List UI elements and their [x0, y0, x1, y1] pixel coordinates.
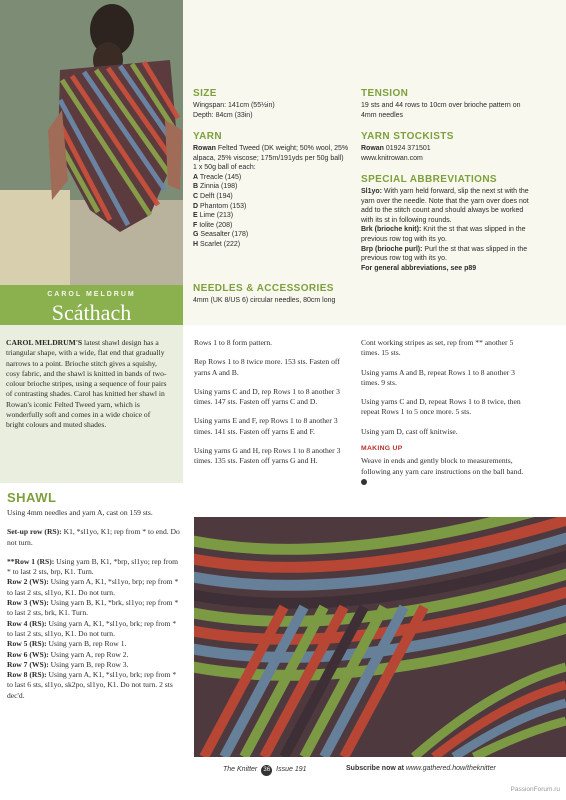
abbreviation-term: Brp (brioche purl):: [361, 245, 423, 253]
setup-row: [7, 527, 183, 548]
abbreviation-item: [361, 187, 531, 225]
color-name: Seasalter (178): [198, 231, 249, 239]
making-up-body: Weave in ends and gently block to measurements, following any yarn care instructions on the ball band.: [361, 456, 524, 476]
setup-def: K1, *sl1yo, K1; rep from * to end. Do not turn.: [7, 527, 180, 547]
row-term: Row 3 (WS):: [7, 598, 49, 608]
end-mark-icon: [361, 479, 367, 485]
middle-paragraph: Rep Rows 1 to 8 twice more. 153 sts. Fasten off yarns A and B.: [194, 357, 340, 377]
row-def: Using yarn B, K1, *brp, sl1yo; rep from * to last 2 sts, brp, K1. Turn.: [7, 556, 179, 577]
row-def: Using yarn A, K1, *sl1yo, brp; rep from * to last 2 sts, sl1yo, K1. Do not turn.: [7, 577, 179, 597]
needles-text: 4mm (UK 8/US 6) circular needles, 80cm long: [193, 297, 336, 304]
yarn-color-item: [193, 173, 353, 183]
row-term: Row 8 (RS):: [7, 670, 47, 680]
abbreviation-def: Purl the st that was slipped in the previous row tog with its yo.: [361, 245, 528, 263]
size-section: [193, 88, 353, 120]
color-key: D: [193, 202, 199, 210]
needles-section: [193, 283, 363, 306]
knitting-stripes-illustration: [194, 517, 566, 757]
row-term: Row 5 (RS):: [7, 639, 47, 649]
color-key: A: [193, 173, 199, 181]
knitting-closeup-photo: [194, 517, 566, 757]
intro-text: latest shawl design has a triangular shape, with a wide, flat end that gradually narrows to a point. Brioche stitch gives a squishy, cosy fabric, and the shawl is knitted in bands of two-colour brioche stripes, using a sequence of four pairs of contrasting shades. Carol has knitted her shawl in Rowan's iconic Felted Tweed yarn, which is wonderfully soft and comes in a wide choice of bright colours and muted shades.: [6, 338, 167, 430]
stockists-heading: YARN STOCKISTS: [361, 131, 454, 142]
right-paragraph: Using yarn D, cast off knitwise.: [361, 426, 458, 436]
general-abbreviations-note: For general abbreviations, see p89: [361, 264, 477, 272]
yarn-color-item: [193, 221, 353, 231]
row-item: [7, 598, 183, 619]
setup-term: Set-up row (RS):: [7, 527, 62, 537]
row-term: Row 4 (RS):: [7, 618, 47, 628]
color-key: H: [193, 240, 199, 248]
row-item: [7, 557, 183, 578]
color-key: C: [193, 192, 199, 200]
color-name: Treacle (145): [198, 173, 242, 181]
yarn-color-item: [193, 211, 353, 221]
magazine-name: The Knitter: [223, 766, 258, 773]
yarn-brand: Rowan: [193, 145, 216, 152]
right-paragraph: Cont working stripes as set, rep from ** another 5 times. 15 sts.: [361, 338, 514, 358]
tension-section: [361, 88, 531, 120]
middle-paragraph: Using yarns E and F, rep Rows 1 to 8 another 3 times. 141 sts. Fasten off yarns E and F.: [194, 416, 338, 436]
row-term: Row 6 (WS):: [7, 649, 49, 659]
right-paragraph: Using yarns C and D, repeat Rows 1 to 8 twice, then repeat Rows 1 to 5 once more. 5 sts.: [361, 397, 521, 417]
color-key: B: [193, 183, 199, 191]
yarn-color-item: [193, 182, 353, 192]
footer-magazine: [223, 765, 307, 776]
yarn-each-line: 1 x 50g ball of each:: [193, 164, 256, 172]
color-name: Iolite (208): [197, 221, 233, 229]
color-key: E: [193, 212, 198, 220]
yarn-desc-text: Felted Tweed (DK weight; 50% wool, 25% alpaca, 25% viscose; 175m/191yds per 50g ball): [193, 145, 349, 162]
row-term: **Row 1 (RS):: [7, 556, 55, 566]
color-name: Delft (194): [198, 192, 233, 200]
yarn-color-list: [193, 173, 353, 250]
abbreviation-def: With yarn held forward, slip the next st with the yarn over the needle. Note that the yarn over does not add to the stitch count and should always be worked with its st in following rounds.: [361, 188, 529, 224]
issue-number: Issue 191: [276, 766, 307, 773]
subscribe-link[interactable]: www.gathered.how/theknitter: [405, 765, 496, 772]
color-name: Scarlet (222): [198, 240, 241, 248]
intro-paragraph: [6, 338, 170, 431]
row-item: [7, 670, 183, 701]
row-term: Row 7 (WS):: [7, 659, 49, 669]
page-number: 36: [261, 765, 272, 776]
row-item: [7, 577, 183, 598]
cast-on-text: Using 4mm needles and yarn A, cast on 159 sts.: [7, 508, 153, 517]
model-photo: [0, 0, 183, 285]
row-item: [7, 650, 183, 660]
wingspan: Wingspan: 141cm (55½in): [193, 102, 275, 109]
row-def: Using yarn B, rep Row 1.: [46, 639, 127, 649]
abbreviation-term: Sl1yo:: [361, 188, 383, 195]
row-item: [7, 619, 183, 640]
row-def: Using yarn B, rep Row 3.: [48, 659, 129, 669]
subscribe-lead: Subscribe now at: [346, 765, 406, 772]
size-heading: SIZE: [193, 88, 217, 99]
yarn-color-item: [193, 240, 353, 250]
abbreviations-heading: SPECIAL ABBREVIATIONS: [361, 174, 498, 185]
row-def: Using yarn A, K1, *sl1yo, brk; rep from * to last 2 sts, sl1yo, K1. Do not turn.: [7, 618, 177, 638]
making-up-text: [361, 456, 531, 487]
shawl-heading: SHAWL: [7, 490, 57, 505]
yarn-heading: YARN: [193, 131, 223, 142]
making-up-heading: MAKING UP: [361, 445, 403, 453]
row-term: Row 2 (WS):: [7, 577, 49, 587]
depth: Depth: 84cm (33in): [193, 111, 253, 119]
color-name: Lime (213): [197, 212, 234, 220]
tension-text: 19 sts and 44 rows to 10cm over brioche pattern on 4mm needles: [361, 102, 521, 119]
shawl-instructions: [7, 508, 183, 701]
pattern-title: Scáthach: [51, 300, 132, 325]
needles-heading: NEEDLES & ACCESSORIES: [193, 283, 334, 294]
abbreviation-def: Knit the st that was slipped in the previous row tog with its yo.: [361, 226, 526, 243]
yarn-description: [193, 144, 353, 163]
color-key: F: [193, 221, 198, 229]
row-def: Using yarn B, K1, *brk, sl1yo; rep from * to last 2 sts, brk, K1. Turn.: [7, 598, 179, 618]
middle-column: [194, 338, 354, 467]
color-name: Phantom (153): [198, 202, 247, 210]
yarn-section: [193, 131, 353, 250]
right-paragraph: Using yarns A and B, repeat Rows 1 to 8 another 3 times. 9 sts.: [361, 367, 515, 387]
stockists-section: [361, 131, 531, 163]
abbreviation-item: [361, 245, 531, 264]
abbreviations-section: [361, 174, 531, 273]
color-name: Zinnia (198): [198, 183, 238, 191]
shawl-photo-illustration: [0, 0, 183, 285]
color-key: G: [193, 231, 199, 239]
stockist-phone: 01924 371501: [383, 145, 431, 152]
footer-subscribe: [346, 765, 496, 772]
middle-paragraph: Rows 1 to 8 form pattern.: [194, 338, 273, 347]
intro-lead: CAROL MELDRUM'S: [6, 338, 83, 347]
stockist-line: [361, 144, 531, 154]
yarn-color-item: [193, 230, 353, 240]
tension-heading: TENSION: [361, 88, 409, 99]
yarn-color-item: [193, 192, 353, 202]
right-column: [361, 338, 531, 487]
row-def: Using yarn A, rep Row 2.: [48, 649, 129, 659]
row-def: Using yarn A, K1, *sl1yo, brk; rep from * to last 6 sts, sl1yo, sk2po, sl1yo, K1. Do not turn. 2 sts dec'd.: [7, 670, 177, 700]
row-list: [7, 557, 183, 701]
row-item: [7, 660, 183, 670]
watermark: PassionForum.ru: [510, 786, 560, 793]
middle-paragraph: Using yarns C and D, rep Rows 1 to 8 another 3 times. 147 sts. Fasten off yarns C and D.: [194, 386, 340, 407]
author-name: CAROL MELDRUM: [47, 291, 136, 298]
stockist-web[interactable]: www.knitrowan.com: [361, 154, 423, 162]
stockist-brand: Rowan: [361, 145, 384, 152]
yarn-color-item: [193, 202, 353, 212]
middle-paragraph: Using yarns G and H, rep Rows 1 to 8 another 3 times. 135 sts. Fasten off yarns G and H.: [194, 446, 341, 466]
abbreviation-item: [361, 225, 531, 244]
abbreviation-term: Brk (brioche knit):: [361, 226, 422, 234]
row-item: [7, 639, 183, 649]
